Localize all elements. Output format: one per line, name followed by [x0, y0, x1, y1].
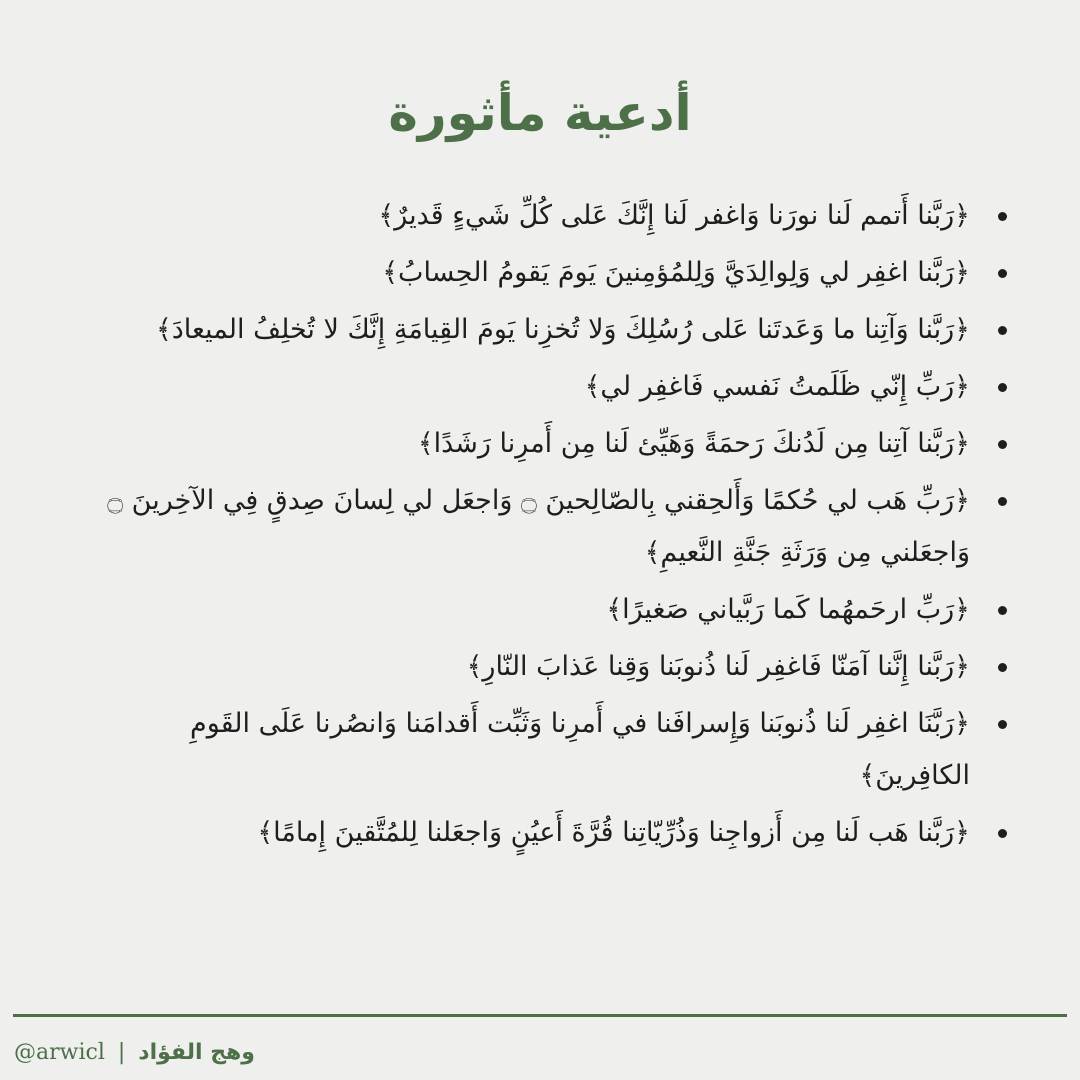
list-item [90, 698, 970, 802]
dua-text: ﴿رَبَّنا آتِنا مِن لَدُنكَ رَحمَةً وَهَيِّئ لَنا مِن أَمرِنا رَشَدًا﴾ [417, 428, 970, 459]
bullet-icon [992, 247, 1012, 299]
bullet-icon [992, 418, 1012, 470]
footer-handle: @arwicl [14, 1040, 105, 1065]
list-item [90, 418, 970, 470]
footer-separator: | [117, 1040, 126, 1065]
footer-divider [13, 1014, 1067, 1017]
list-item [90, 807, 970, 859]
dua-text: ﴿رَبِّ هَب لي حُكمًا وَأَلحِقني بِالصّالِحينَ ۝ وَاجعَل لي لِسانَ صِدقٍ فِي الآخِرينَ ۝ وَاجعَلني مِن وَرَثَةِ جَنَّةِ النَّعيمِ﴾ [107, 485, 970, 568]
list-item [90, 475, 970, 579]
dua-text: ﴿رَبِّ ارحَمهُما كَما رَبَّياني صَغيرًا﴾ [606, 594, 970, 625]
list-item [90, 247, 970, 299]
dua-text: ﴿رَبَّنا إِنَّنا آمَنّا فَاغفِر لَنا ذُنوبَنا وَقِنا عَذابَ النّارِ﴾ [466, 651, 970, 682]
bullet-icon [992, 475, 1012, 527]
bullet-icon [992, 641, 1012, 693]
dua-text: ﴿رَبَّنَا اغفِر لَنا ذُنوبَنا وَإِسرافَنا في أَمرِنا وَثَبِّت أَقدامَنا وَانصُرنا عَلَى القَومِ الكافِرينَ﴾ [189, 708, 970, 791]
list-item [90, 190, 970, 242]
bullet-icon [992, 698, 1012, 750]
bullet-icon [992, 584, 1012, 636]
dua-text: ﴿رَبَّنا اغفِر لي وَلِوالِدَيَّ وَلِلمُؤمِنينَ يَومَ يَقومُ الحِسابُ﴾ [382, 257, 970, 288]
dua-text: ﴿رَبَّنا هَب لَنا مِن أَزواجِنا وَذُرِّيّاتِنا قُرَّةَ أَعيُنٍ وَاجعَلنا لِلمُتَّقينَ إِمامًا﴾ [257, 817, 970, 848]
dua-list [90, 190, 970, 864]
list-item [90, 584, 970, 636]
dua-text: ﴿رَبَّنا أَتمم لَنا نورَنا وَاغفر لَنا إِنَّكَ عَلى كُلِّ شَيءٍ قَديرٌ﴾ [378, 200, 970, 231]
bullet-icon [992, 361, 1012, 413]
dua-text: ﴿رَبِّ إِنّي ظَلَمتُ نَفسي فَاغفِر لي﴾ [584, 371, 970, 402]
list-item [90, 641, 970, 693]
list-item [90, 361, 970, 413]
footer-brand: وهج الفؤاد [138, 1040, 255, 1065]
bullet-icon [992, 807, 1012, 859]
bullet-icon [992, 190, 1012, 242]
bullet-icon [992, 304, 1012, 356]
list-item [90, 304, 970, 356]
dua-text: ﴿رَبَّنا وَآتِنا ما وَعَدتَنا عَلى رُسُلِكَ وَلا تُخزِنا يَومَ القِيامَةِ إِنَّكَ لا تُخلِفُ الميعادَ﴾ [155, 314, 970, 345]
page-title: أدعية مأثورة [388, 84, 692, 142]
footer [14, 1038, 255, 1068]
